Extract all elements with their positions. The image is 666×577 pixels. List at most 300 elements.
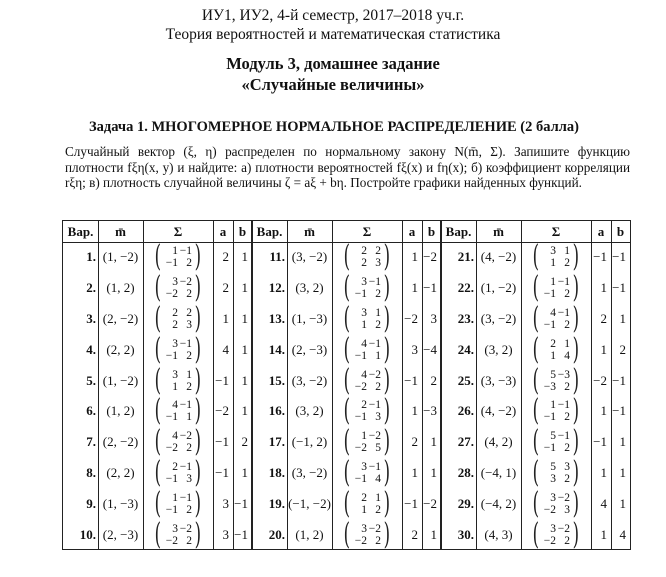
matrix-entry: −1 [354, 472, 367, 485]
matrix-row [542, 257, 570, 269]
matrix-body [164, 276, 192, 300]
matrix-entry: 3 [564, 460, 570, 473]
covariance-matrix [521, 300, 591, 336]
covariance-matrix [521, 454, 591, 490]
matrix [341, 516, 392, 552]
matrix-entry: −3 [543, 380, 556, 393]
right-paren: ) [194, 516, 202, 552]
matrix-row [353, 399, 381, 411]
matrix-entry: 2 [186, 442, 192, 455]
matrix-row [164, 399, 192, 411]
matrix-entry: 2 [186, 349, 192, 362]
variant-number: 6. [86, 403, 96, 419]
matrix-row [353, 411, 381, 423]
variant-number: 27. [457, 434, 474, 450]
covariance-matrix [332, 362, 402, 398]
matrix [530, 239, 581, 275]
matrix-entry: −1 [179, 337, 192, 350]
matrix-body [353, 523, 381, 547]
mean-vector: (3, −3) [480, 372, 517, 388]
matrix [530, 424, 581, 460]
matrix-entry: −1 [354, 411, 367, 424]
coef-a: 2 [600, 310, 607, 326]
matrix [152, 362, 203, 398]
left-paren: ( [532, 239, 540, 275]
matrix [341, 270, 392, 306]
coef-b: 1 [430, 434, 437, 450]
matrix-entry: −1 [368, 276, 381, 289]
column-header: b [238, 223, 247, 239]
matrix-entry: −1 [368, 460, 381, 473]
left-paren: ( [343, 516, 351, 552]
matrix-entry: 2 [375, 245, 381, 258]
matrix-row [164, 288, 192, 300]
column-header: b [616, 223, 625, 239]
mean-vector: (2, 2) [106, 341, 135, 357]
matrix-body [164, 307, 192, 331]
matrix-entry: −2 [354, 380, 367, 393]
matrix-row [353, 350, 381, 362]
matrix-entry: 2 [361, 257, 367, 270]
variant-number: 22. [457, 280, 474, 296]
matrix [152, 300, 203, 336]
right-paren: ) [572, 485, 580, 521]
matrix-body [542, 492, 570, 516]
matrix-entry: 1 [172, 380, 178, 393]
matrix-row [353, 504, 381, 516]
matrix-entry: 4 [550, 306, 556, 319]
variant-number: 23. [457, 310, 474, 326]
matrix-body [542, 461, 570, 485]
matrix-row [353, 492, 381, 504]
coef-b: 1 [241, 341, 248, 357]
right-paren: ) [572, 516, 580, 552]
matrix-entry: −1 [165, 411, 178, 424]
matrix [530, 270, 581, 306]
matrix-entry: 5 [375, 442, 381, 455]
matrix-entry: 2 [375, 318, 381, 331]
matrix-row [542, 442, 570, 454]
matrix [152, 239, 203, 275]
left-paren: ( [343, 270, 351, 306]
right-paren: ) [194, 270, 202, 306]
matrix-row [542, 430, 570, 442]
matrix-body [164, 245, 192, 269]
matrix-row [164, 338, 192, 350]
matrix-body [164, 492, 192, 516]
matrix-entry: 2 [564, 380, 570, 393]
matrix-body [542, 245, 570, 269]
left-paren: ( [343, 331, 351, 367]
left-paren: ( [532, 300, 540, 336]
right-paren: ) [383, 300, 391, 336]
matrix-row [164, 350, 192, 362]
coef-b: −2 [423, 495, 437, 511]
matrix-entry: −1 [557, 276, 570, 289]
coef-a: 1 [411, 403, 418, 419]
coef-a: 3 [222, 495, 229, 511]
covariance-matrix [521, 485, 591, 521]
matrix-entry: 2 [564, 288, 570, 301]
covariance-matrix [143, 516, 213, 552]
right-paren: ) [572, 424, 580, 460]
left-paren: ( [154, 270, 162, 306]
coef-a: −1 [215, 464, 229, 480]
matrix-entry: 2 [564, 534, 570, 547]
matrix-entry: −1 [165, 257, 178, 270]
matrix-row [542, 245, 570, 257]
column-header: a [219, 223, 227, 239]
coef-a: −1 [215, 372, 229, 388]
column-header: b [427, 223, 436, 239]
coef-a: 1 [600, 464, 607, 480]
right-paren: ) [572, 270, 580, 306]
variant-number: 30. [457, 526, 474, 542]
matrix-entry: −1 [543, 442, 556, 455]
matrix-body [164, 338, 192, 362]
column-header: Вар. [67, 223, 94, 239]
mean-vector: (3, 2) [484, 341, 513, 357]
coef-b: 1 [619, 310, 626, 326]
variant-number: 4. [86, 341, 96, 357]
matrix-entry: 2 [186, 257, 192, 270]
variant-number: 9. [86, 495, 96, 511]
coef-b: 3 [430, 310, 437, 326]
matrix [341, 362, 392, 398]
coef-b: 1 [430, 464, 437, 480]
matrix-body [353, 461, 381, 485]
matrix-entry: 2 [361, 399, 367, 412]
matrix-entry: −2 [557, 522, 570, 535]
matrix-entry: −2 [368, 430, 381, 443]
matrix [152, 393, 203, 429]
matrix [530, 516, 581, 552]
matrix-body [353, 399, 381, 423]
matrix-entry: −2 [543, 503, 556, 516]
matrix-body [353, 307, 381, 331]
matrix-entry: −1 [354, 288, 367, 301]
matrix-entry: 2 [172, 306, 178, 319]
right-paren: ) [383, 424, 391, 460]
matrix-row [542, 411, 570, 423]
right-paren: ) [194, 454, 202, 490]
matrix-entry: −2 [179, 430, 192, 443]
coef-a: 4 [600, 495, 607, 511]
covariance-matrix [143, 362, 213, 398]
matrix-row [542, 535, 570, 547]
variant-number: 5. [86, 372, 96, 388]
matrix [341, 331, 392, 367]
matrix-entry: −2 [165, 442, 178, 455]
variant-number: 25. [457, 372, 474, 388]
right-paren: ) [572, 454, 580, 490]
variant-number: 17. [268, 434, 285, 450]
matrix-entry: 1 [564, 245, 570, 258]
coef-a: 4 [222, 341, 229, 357]
mean-vector: (−1, 2) [291, 434, 328, 450]
mean-vector: (−4, 1) [480, 464, 517, 480]
covariance-matrix [143, 424, 213, 460]
matrix [152, 454, 203, 490]
mean-vector: (2, 2) [106, 464, 135, 480]
right-paren: ) [194, 362, 202, 398]
variant-number: 12. [268, 280, 285, 296]
matrix-entry: 3 [550, 522, 556, 535]
matrix-body [164, 523, 192, 547]
column-header: m̄ [115, 223, 126, 239]
covariance-matrix [521, 516, 591, 552]
variant-number: 13. [268, 310, 285, 326]
mean-vector: (3, −2) [480, 310, 517, 326]
mean-vector: (4, 3) [484, 526, 513, 542]
matrix-row [353, 307, 381, 319]
coef-a: −1 [404, 495, 418, 511]
coef-b: 1 [619, 464, 626, 480]
coef-a: −2 [215, 403, 229, 419]
right-paren: ) [194, 424, 202, 460]
right-paren: ) [194, 300, 202, 336]
coef-b: 1 [241, 280, 248, 296]
coef-a: 1 [600, 280, 607, 296]
matrix-entry: −1 [557, 430, 570, 443]
mean-vector: (1, −3) [291, 310, 328, 326]
covariance-matrix [143, 239, 213, 275]
matrix-entry: 4 [564, 349, 570, 362]
matrix-entry: −1 [368, 337, 381, 350]
variant-number: 20. [268, 526, 285, 542]
matrix-entry: −1 [179, 491, 192, 504]
variant-number: 26. [457, 403, 474, 419]
right-paren: ) [572, 393, 580, 429]
right-paren: ) [572, 331, 580, 367]
matrix-row [164, 430, 192, 442]
matrix [530, 393, 581, 429]
left-paren: ( [343, 454, 351, 490]
matrix-entry: 1 [361, 430, 367, 443]
matrix-row [353, 276, 381, 288]
mean-vector: (3, −2) [291, 372, 328, 388]
matrix-entry: 2 [172, 318, 178, 331]
covariance-matrix [521, 424, 591, 460]
left-paren: ( [532, 331, 540, 367]
matrix-entry: −2 [557, 491, 570, 504]
matrix-entry: 3 [550, 491, 556, 504]
matrix-entry: 2 [375, 380, 381, 393]
covariance-matrix [521, 239, 591, 275]
matrix [152, 331, 203, 367]
matrix-body [164, 399, 192, 423]
coef-a: 1 [411, 249, 418, 265]
matrix-entry: −1 [368, 399, 381, 412]
covariance-matrix [332, 393, 402, 429]
matrix-entry: 4 [361, 368, 367, 381]
task-text: Случайный вектор (ξ, η) распределен по нормальному закону N(m̄, Σ). Запишите функцию плотности fξη(x, y) и найдите: а) плотности вероятностей fξ(x) и fη(x); б) коэффициент корреляции rξη; в) плотность случайной величины ζ = aξ + bη. Постройте графики найденных функций. [65, 144, 630, 190]
matrix-row [353, 369, 381, 381]
matrix-entry: −1 [543, 318, 556, 331]
covariance-matrix [143, 454, 213, 490]
covariance-matrix [332, 239, 402, 275]
covariance-matrix [143, 393, 213, 429]
covariance-matrix [143, 300, 213, 336]
covariance-matrix [332, 331, 402, 367]
task-title: Задача 1. МНОГОМЕРНОЕ НОРМАЛЬНОЕ РАСПРЕДЕЛЕНИЕ (2 балла) [89, 119, 579, 135]
course-title: Теория вероятностей и математическая статистика [165, 26, 501, 43]
left-paren: ( [343, 239, 351, 275]
matrix-row [164, 492, 192, 504]
matrix-entry: 4 [172, 430, 178, 443]
mean-vector: (1, 2) [106, 280, 135, 296]
matrix-entry: −2 [165, 288, 178, 301]
matrix-entry: −2 [354, 442, 367, 455]
assignment-title: «Случайные величины» [241, 75, 425, 94]
matrix-body [353, 430, 381, 454]
mean-vector: (2, −2) [102, 310, 139, 326]
matrix-entry: 2 [186, 534, 192, 547]
right-paren: ) [194, 393, 202, 429]
matrix-entry: 1 [550, 349, 556, 362]
matrix [341, 485, 392, 521]
left-paren: ( [154, 362, 162, 398]
covariance-matrix [143, 270, 213, 306]
matrix-row [164, 535, 192, 547]
right-paren: ) [383, 393, 391, 429]
matrix-row [164, 319, 192, 331]
variant-number: 18. [268, 464, 285, 480]
right-paren: ) [383, 331, 391, 367]
matrix-entry: 3 [361, 460, 367, 473]
matrix-body [353, 369, 381, 393]
covariance-matrix [521, 270, 591, 306]
mean-vector: (3, 2) [295, 280, 324, 296]
module-title: Модуль 3, домашнее задание [226, 54, 440, 73]
matrix-body [542, 338, 570, 362]
coef-b: −1 [612, 403, 626, 419]
mean-vector: (1, −2) [480, 280, 517, 296]
right-paren: ) [572, 362, 580, 398]
matrix [530, 454, 581, 490]
coef-a: 2 [411, 526, 418, 542]
matrix [341, 454, 392, 490]
coef-b: 1 [241, 464, 248, 480]
matrix-row [542, 307, 570, 319]
coef-b: −3 [423, 403, 437, 419]
mean-vector: (2, −2) [102, 434, 139, 450]
left-paren: ( [154, 516, 162, 552]
matrix-body [353, 492, 381, 516]
column-header: Σ [551, 223, 561, 239]
matrix-entry: 3 [186, 472, 192, 485]
variant-number: 15. [268, 372, 285, 388]
mean-vector: (1, 2) [295, 526, 324, 542]
matrix-entry: −2 [543, 534, 556, 547]
coef-a: −1 [593, 434, 607, 450]
matrix-entry: 3 [550, 245, 556, 258]
covariance-matrix [332, 424, 402, 460]
coef-b: 2 [241, 434, 248, 450]
variant-number: 8. [86, 464, 96, 480]
left-paren: ( [154, 485, 162, 521]
matrix-entry: −1 [179, 245, 192, 258]
variant-number: 3. [86, 310, 96, 326]
matrix-entry: 1 [550, 276, 556, 289]
matrix-entry: −2 [368, 522, 381, 535]
left-paren: ( [532, 516, 540, 552]
coef-b: −1 [234, 495, 248, 511]
matrix-body [542, 523, 570, 547]
matrix-entry: 5 [550, 460, 556, 473]
coef-b: 1 [430, 526, 437, 542]
matrix-row [353, 430, 381, 442]
coef-a: −2 [593, 372, 607, 388]
matrix-body [542, 307, 570, 331]
column-header: a [408, 223, 416, 239]
matrix-row [542, 381, 570, 393]
matrix-row [542, 319, 570, 331]
mean-vector: (3, 2) [295, 403, 324, 419]
left-paren: ( [154, 300, 162, 336]
matrix-entry: 2 [564, 411, 570, 424]
coef-b: −1 [612, 249, 626, 265]
left-paren: ( [343, 300, 351, 336]
matrix-entry: −1 [165, 503, 178, 516]
matrix-row [164, 442, 192, 454]
mean-vector: (4, 2) [484, 434, 513, 450]
matrix [152, 424, 203, 460]
matrix-row [542, 369, 570, 381]
matrix-entry: 1 [186, 411, 192, 424]
matrix-entry: −1 [179, 399, 192, 412]
matrix-entry: 1 [375, 491, 381, 504]
mean-vector: (1, −2) [102, 372, 139, 388]
variant-number: 28. [457, 464, 474, 480]
right-paren: ) [194, 331, 202, 367]
mean-vector: (4, −2) [480, 249, 517, 265]
column-header: m̄ [493, 223, 504, 239]
coef-a: 1 [600, 341, 607, 357]
covariance-matrix [521, 331, 591, 367]
covariance-matrix [332, 454, 402, 490]
coef-b: −4 [423, 341, 437, 357]
coef-b: −1 [612, 280, 626, 296]
matrix-entry: 3 [172, 276, 178, 289]
matrix-entry: 2 [564, 442, 570, 455]
matrix-body [542, 369, 570, 393]
mean-vector: (−1, −2) [288, 495, 331, 511]
matrix-entry: 3 [361, 276, 367, 289]
right-paren: ) [194, 485, 202, 521]
left-paren: ( [154, 239, 162, 275]
matrix-row [164, 257, 192, 269]
matrix-entry: 2 [186, 380, 192, 393]
right-paren: ) [383, 485, 391, 521]
matrix-row [542, 504, 570, 516]
matrix-entry: 2 [564, 472, 570, 485]
left-paren: ( [343, 424, 351, 460]
left-paren: ( [532, 454, 540, 490]
matrix-row [353, 523, 381, 535]
right-paren: ) [383, 362, 391, 398]
right-paren: ) [194, 239, 202, 275]
covariance-matrix [332, 270, 402, 306]
coef-a: −1 [404, 372, 418, 388]
matrix [530, 485, 581, 521]
coef-b: 1 [241, 372, 248, 388]
matrix-entry: 2 [361, 245, 367, 258]
column-header: Вар. [445, 223, 472, 239]
matrix-entry: 4 [172, 399, 178, 412]
mean-vector: (4, −2) [480, 403, 517, 419]
matrix-row [164, 523, 192, 535]
